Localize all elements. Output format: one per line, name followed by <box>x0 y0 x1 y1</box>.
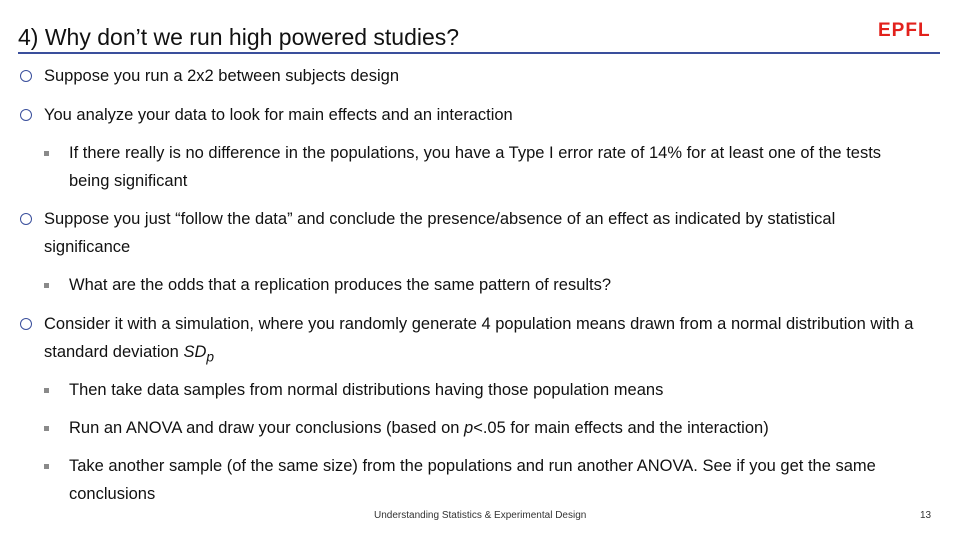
title-underline <box>18 52 940 54</box>
anova-text-pre: Run an ANOVA and draw your conclusions (based on <box>69 419 465 437</box>
sub-bullet-take-samples: Then take data samples from normal distributions having those population means <box>69 376 919 404</box>
epfl-logo: EPFL <box>878 20 931 41</box>
bullet-design: Suppose you run a 2x2 between subjects design <box>44 62 924 90</box>
anova-text-post: <.05 for main effects and the interaction) <box>473 419 769 437</box>
p-symbol: p <box>464 419 474 437</box>
slide-title: 4) Why don’t we run high powered studies? <box>18 24 460 50</box>
sd-subscript: p <box>206 349 215 365</box>
sd-symbol: SD <box>183 343 207 361</box>
sub-bullet-another-sample: Take another sample (of the same size) from the populations and run another ANOVA. See if you get the same conclusions <box>69 452 919 508</box>
bullet-analyze: You analyze your data to look for main effects and an interaction <box>44 101 924 129</box>
footer-course-title: Understanding Statistics & Experimental Design <box>374 510 587 521</box>
sub-bullet-type1-error: If there really is no difference in the populations, you have a Type I error rate of 14% for at least one of the tests being significant <box>69 139 919 195</box>
sub-bullet-replication-odds: What are the odds that a replication produces the same pattern of results? <box>69 271 919 299</box>
bullet-follow-data: Suppose you just “follow the data” and conclude the presence/absence of an effect as indicated by statistical significance <box>44 205 924 261</box>
simulation-text: Consider it with a simulation, where you randomly generate 4 population means drawn from a normal distribution with a standard deviation <box>44 315 914 361</box>
page-number: 13 <box>920 510 932 521</box>
sub-bullet-run-anova <box>69 414 919 442</box>
bullet-simulation <box>44 310 924 371</box>
